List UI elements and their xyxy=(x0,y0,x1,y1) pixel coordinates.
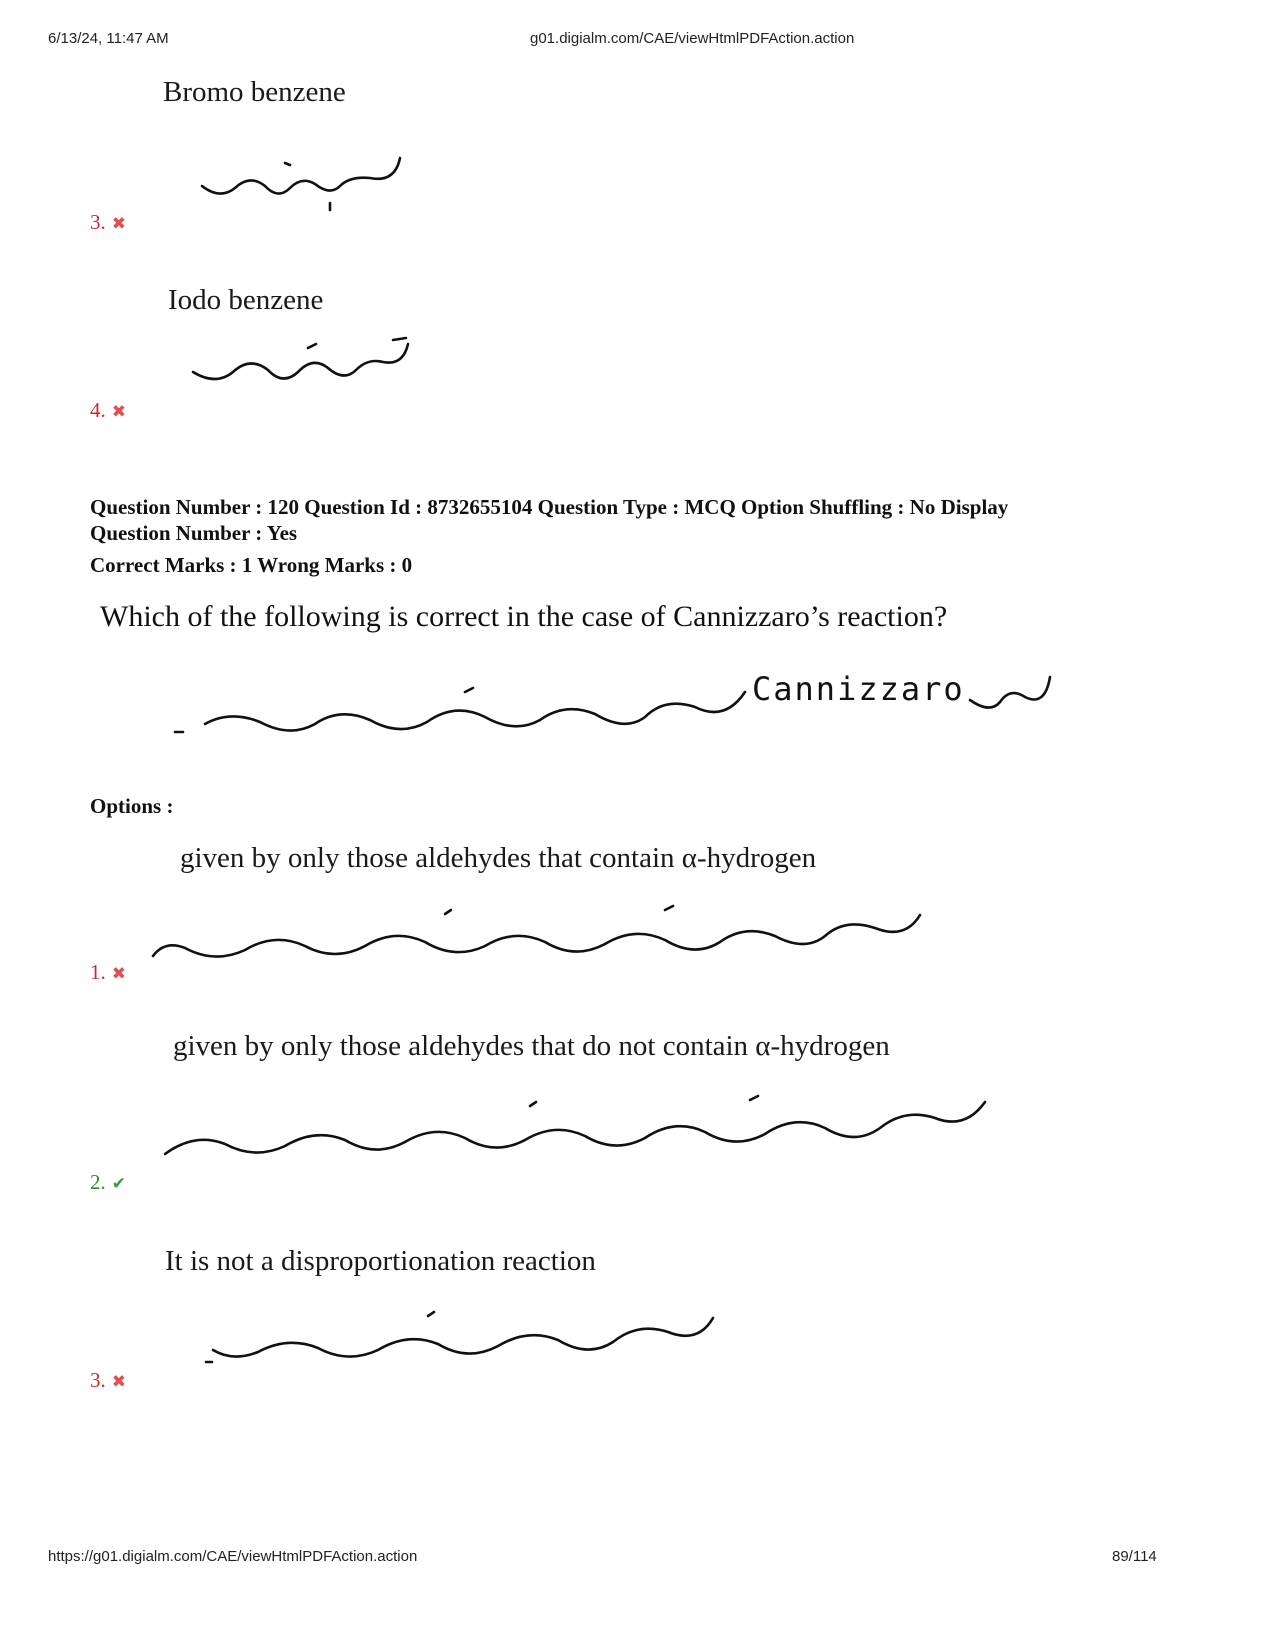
option-1-number: 1. xyxy=(90,960,106,984)
option-3-urdu-handwriting xyxy=(198,1300,728,1375)
cross-icon: ✖ xyxy=(111,964,126,984)
option-1-text: given by only those aldehydes that contain α-hydrogen xyxy=(180,842,817,874)
prev-option-3-number: 3. xyxy=(90,210,106,234)
question-meta xyxy=(90,494,1008,578)
prev-option-3-text: Bromo benzene xyxy=(163,76,346,108)
question-urdu-handwriting xyxy=(165,662,765,752)
print-datetime: 6/13/24, 11:47 AM xyxy=(48,30,169,47)
question-text: Which of the following is correct in the case of Cannizzaro’s reaction? xyxy=(100,600,948,633)
prev-option-4-row xyxy=(90,398,126,423)
prev-option-4-number: 4. xyxy=(90,398,106,422)
option-3-row[interactable] xyxy=(90,1368,126,1393)
footer-url: https://g01.digialm.com/CAE/viewHtmlPDFAction.action xyxy=(48,1548,418,1565)
option-2-text: given by only those aldehydes that do not contain α-hydrogen xyxy=(173,1030,890,1062)
question-marks: Correct Marks : 1 Wrong Marks : 0 xyxy=(90,553,413,577)
check-icon: ✔ xyxy=(111,1174,126,1194)
question-urdu-inline-latin: Cannizzaro xyxy=(752,670,965,708)
prev-option-4-urdu-handwriting xyxy=(178,336,423,406)
prev-option-3-urdu-handwriting xyxy=(190,148,420,218)
option-2-urdu-handwriting xyxy=(150,1088,1000,1173)
print-url: g01.digialm.com/CAE/viewHtmlPDFAction.action xyxy=(530,30,855,47)
prev-option-4-text: Iodo benzene xyxy=(168,284,324,316)
cross-icon: ✖ xyxy=(111,1372,126,1392)
prev-option-3-row xyxy=(90,210,126,235)
cross-icon: ✖ xyxy=(111,402,126,422)
question-meta-line2: Question Number : Yes xyxy=(90,521,298,545)
cross-icon: ✖ xyxy=(111,214,126,234)
option-1-row[interactable] xyxy=(90,960,126,985)
option-1-urdu-handwriting xyxy=(145,900,935,975)
option-2-number: 2. xyxy=(90,1170,106,1194)
option-3-number: 3. xyxy=(90,1368,106,1392)
option-3-text: It is not a disproportionation reaction xyxy=(165,1245,596,1277)
question-meta-line1: Question Number : 120 Question Id : 8732655104 Question Type : MCQ Option Shuffling : No Display xyxy=(90,495,1009,519)
option-2-row[interactable] xyxy=(90,1170,126,1195)
question-urdu-handwriting-end xyxy=(960,662,1060,722)
page-number: 89/114 xyxy=(1112,1548,1157,1565)
options-label: Options : xyxy=(90,794,174,818)
